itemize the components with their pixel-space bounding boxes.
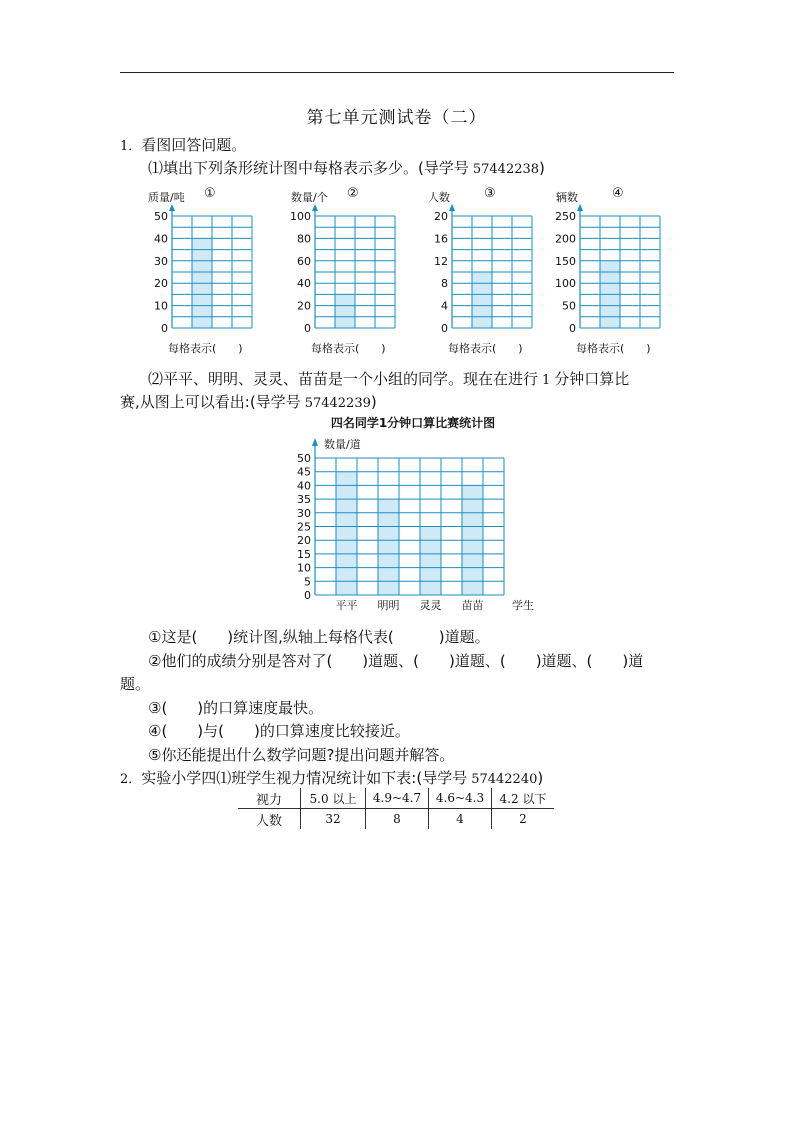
tick-label: 15 <box>297 547 311 561</box>
tick-label: 50 <box>154 210 168 223</box>
bar <box>378 499 399 595</box>
category-label: 平平 <box>335 599 358 612</box>
tick-label: 20 <box>297 299 311 313</box>
chart-marker: ④ <box>612 186 624 201</box>
sub-question-3: ③( )的口算速度最快。 <box>148 699 324 717</box>
part-2-line-2 <box>120 391 377 412</box>
paren-close: ) <box>370 393 377 411</box>
bar <box>420 527 441 596</box>
axis-arrow <box>312 204 318 211</box>
race-chart <box>0 410 793 615</box>
question-text: 看图回答问题。 <box>141 136 247 154</box>
sub-question-4: ④( )与( )的口算速度比较接近。 <box>148 722 410 740</box>
tick-label: 250 <box>555 210 576 223</box>
row-header: 人数 <box>238 809 301 830</box>
bar <box>472 272 492 328</box>
axis-label: 质量/吨 <box>148 191 185 204</box>
question-1 <box>120 134 246 155</box>
top-rule <box>120 72 674 73</box>
page-title: 第七单元测试卷（二） <box>306 108 487 128</box>
tick-label: 50 <box>297 452 311 465</box>
table-header-cell: 4.6~4.3 <box>429 788 492 809</box>
chart-footer: 每格表示( ) <box>576 342 651 355</box>
tick-label: 200 <box>555 232 576 246</box>
tick-label: 0 <box>441 322 448 335</box>
paren-close: ) <box>539 159 545 177</box>
tick-label: 40 <box>297 277 311 291</box>
tick-label: 40 <box>297 479 311 493</box>
tick-label: 12 <box>434 254 448 268</box>
axis-arrow <box>169 204 175 211</box>
table-row <box>238 788 554 809</box>
chart-footer: 每格表示( ) <box>448 342 523 355</box>
small-charts <box>0 185 793 355</box>
axis-label: 学生 <box>512 599 534 612</box>
tick-label: 50 <box>562 299 576 313</box>
part-2-text-a: ⑵平平、明明、灵灵、苗苗是一个小组的同学。现在在进行 <box>148 370 539 388</box>
tick-label: 30 <box>154 254 168 268</box>
chart-1 <box>148 186 252 355</box>
part-2-line-1 <box>148 368 629 389</box>
axis-label: 数量/个 <box>291 191 328 204</box>
axis-label: 人数 <box>428 191 450 204</box>
tick-label: 25 <box>297 520 311 534</box>
sub-question-5: ⑤你还能提出什么数学问题?提出问题并解答。 <box>148 746 455 764</box>
tick-label: 4 <box>441 299 448 313</box>
tick-label: 100 <box>290 210 311 223</box>
question-2 <box>120 767 543 788</box>
chart-marker: ③ <box>484 186 496 201</box>
paren-close: ) <box>537 769 544 787</box>
tick-label: 0 <box>304 589 311 602</box>
axis-arrow <box>312 438 318 446</box>
tick-label: 20 <box>154 277 168 291</box>
category-label: 苗苗 <box>461 599 484 612</box>
axis-arrow <box>449 204 455 211</box>
question-text: 实验小学四⑴班学生视力情况统计如下表:(导学号 <box>141 769 468 787</box>
tick-label: 0 <box>304 322 311 335</box>
chart-2 <box>290 186 395 355</box>
tick-label: 8 <box>441 277 448 291</box>
table-cell: 4 <box>429 809 492 830</box>
chart-footer: 每格表示( ) <box>168 342 243 355</box>
tick-label: 10 <box>154 299 168 313</box>
table-header-cell: 4.9~4.7 <box>366 788 429 809</box>
tick-label: 16 <box>434 232 448 246</box>
tick-label: 40 <box>154 232 168 246</box>
tick-label: 20 <box>297 534 311 548</box>
bar <box>336 472 357 595</box>
row-header: 视力 <box>238 788 301 809</box>
tick-label: 60 <box>297 254 311 268</box>
guide-number: 57442238 <box>472 162 540 177</box>
axis-label: 数量/道 <box>324 438 361 451</box>
tick-label: 45 <box>297 465 311 479</box>
axis-arrow <box>577 204 583 211</box>
tick-label: 10 <box>297 561 311 575</box>
tick-label: 0 <box>161 322 168 335</box>
bar <box>335 294 355 328</box>
axis-label: 辆数 <box>556 191 578 204</box>
table-header-cell: 4.2 以下 <box>492 788 555 809</box>
part-1-prompt <box>148 157 545 178</box>
guide-number: 57442240 <box>471 772 538 787</box>
chart-4 <box>555 186 660 355</box>
category-label: 灵灵 <box>419 599 442 612</box>
tick-label: 100 <box>555 277 576 291</box>
sub-question-2: ②他们的成绩分别是答对了( )道题、( )道题、( )道题、( )道 <box>148 652 644 670</box>
chart-title: 四名同学1分钟口算比赛统计图 <box>330 416 496 430</box>
part-2-text-c: 赛,从图上可以看出:(导学号 <box>120 393 301 411</box>
tick-label: 80 <box>297 232 311 246</box>
tick-label: 35 <box>297 493 311 507</box>
tick-label: 20 <box>434 210 448 223</box>
sub-question-1: ①这是( )统计图,纵轴上每格代表( )道题。 <box>148 628 490 646</box>
part-1-text: ⑴填出下列条形统计图中每格表示多少。(导学号 <box>148 159 469 177</box>
chart-marker: ② <box>347 186 359 201</box>
tick-label: 150 <box>555 254 576 268</box>
guide-number: 57442239 <box>304 396 371 411</box>
chart-footer: 每格表示( ) <box>311 342 386 355</box>
sub-question-2-cont: 题。 <box>120 675 151 693</box>
table-header-cell: 5.0 以上 <box>301 788 366 809</box>
chart-3 <box>428 186 532 355</box>
table-cell: 32 <box>301 809 366 830</box>
minute-number: 1 <box>542 373 551 388</box>
category-label: 明明 <box>377 599 400 612</box>
question-number: 1． <box>120 139 142 154</box>
tick-label: 30 <box>297 506 311 520</box>
tick-label: 5 <box>304 575 311 589</box>
table-cell: 8 <box>366 809 429 830</box>
vision-table <box>238 788 554 829</box>
table-cell: 2 <box>492 809 555 830</box>
part-2-text-b: 分钟口算比 <box>554 370 630 388</box>
table-row <box>238 809 554 830</box>
question-number: 2． <box>120 772 142 787</box>
tick-label: 0 <box>569 322 576 335</box>
chart-marker: ① <box>204 186 216 201</box>
